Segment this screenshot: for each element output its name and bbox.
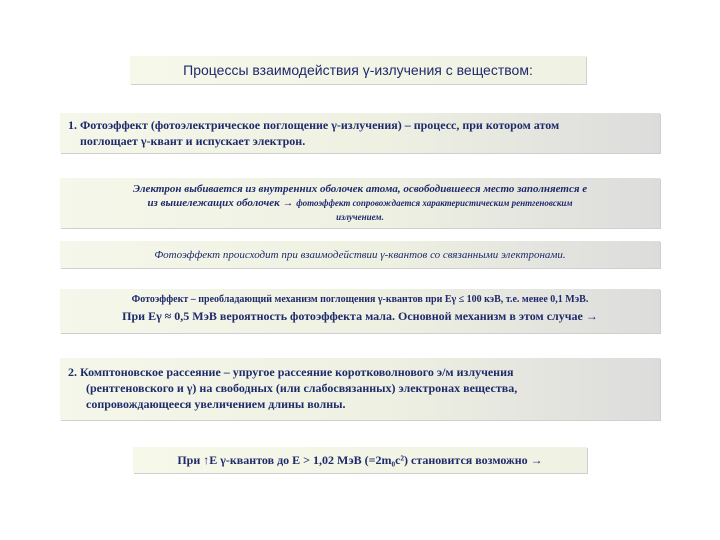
bound-electrons-note xyxy=(60,241,660,268)
ejection-line3: излучением. xyxy=(336,212,384,222)
slide-title xyxy=(130,56,586,84)
dominant-line1: Фотоэффект – преобладающий механизм поглощения γ-квантов при Eγ ≤ 100 кэВ, т.е. менее 0,1 МэВ. xyxy=(131,294,589,305)
dominant-line2: При Eγ ≈ 0,5 МэВ вероятность фотоэффекта мала. Основной механизм в этом случае → xyxy=(122,309,598,323)
title-text: Процессы взаимодействия γ-излучения с веществом: xyxy=(183,62,533,78)
photoeffect-line2: поглощает γ-квант и испускает электрон. xyxy=(80,134,306,148)
compton-line1: 2. Комптоновское рассеяние – упругое рассеяние коротковолнового э/м излучения xyxy=(68,365,514,379)
pair-production-text: При ↑E γ-квантов до E > 1,02 МэВ (=2m₀c²) становится возможно → xyxy=(177,452,543,467)
photoeffect-definition xyxy=(60,113,660,153)
compton-line3: сопровождающееся увеличением длины волны. xyxy=(86,397,346,411)
ejection-line2a: из вышележащих оболочек → xyxy=(147,197,297,209)
ejection-line2b: фотоэффект сопровождается характеристическим рентгеновским xyxy=(296,198,573,208)
compton-definition xyxy=(60,358,660,420)
dominant-mechanism-note xyxy=(60,289,660,333)
bound-electrons-text: Фотоэффект происходит при взаимодействии γ-квантов со связанными электронами. xyxy=(154,248,566,261)
compton-line2: (рентгеновского и γ) на свободных (или слабосвязанных) электронах вещества, xyxy=(86,381,518,395)
ejection-line1: Электрон выбивается из внутренних оболочек атома, освободившееся место заполняется е xyxy=(132,183,588,195)
electron-ejection-note xyxy=(60,178,660,228)
pair-production-note xyxy=(133,447,587,473)
photoeffect-line1: 1. Фотоэффект (фотоэлектрическое поглощение γ-излучения) – процесс, при котором атом xyxy=(68,118,560,132)
